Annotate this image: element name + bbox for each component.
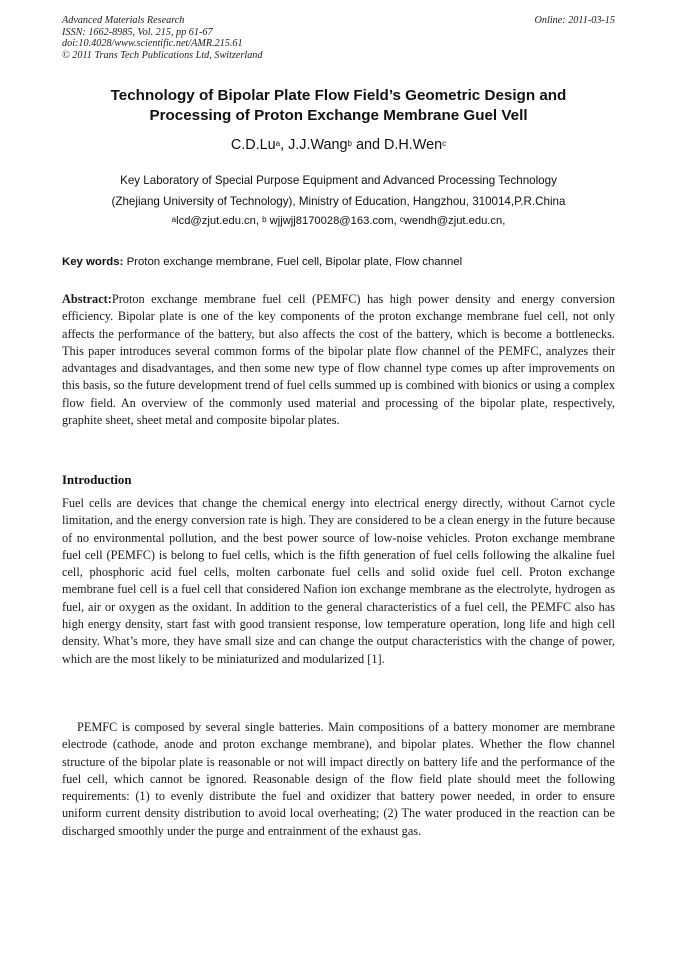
email-3: wendh@zjut.edu.cn,	[403, 215, 506, 227]
journal-name: Advanced Materials Research	[62, 15, 185, 26]
author-1: C.D.Lu	[230, 137, 276, 153]
author-3-mark: c	[442, 139, 447, 148]
online-date: Online: 2011-03-15	[534, 15, 615, 26]
author-separator: ,	[280, 137, 289, 153]
affiliation	[62, 171, 615, 212]
abstract-text: Proton exchange membrane fuel cell (PEMFC) has high power density and energy conversion efficiency. Bipolar plate is one of the key components of the proton exchange membrane fuel cell, not only affects the performance of the battery, but also affects the cost of the battery, which is become a bottlenecks. This paper introduces several common forms of the bipolar plate flow channel of the PEMFC, analyzes their advantages and disadvantages, and then some new type of flow channel type comes up after improvements on this basis, so the future development trend of fuel cells summed up is combined with bionics or using a complex flow field. An overview of the commonly used material and processing of the bipolar plate, respectively, graphite sheet, sheet metal and composite bipolar plates.	[62, 292, 615, 428]
title-line-1: Technology of Bipolar Plate Flow Field’s Geometric Design and	[110, 87, 567, 104]
section-heading-introduction: Introduction	[62, 473, 132, 487]
author-1-mark: a	[275, 139, 281, 148]
abstract-label: Abstract:	[62, 292, 112, 306]
author-2: J.J.Wang	[288, 137, 348, 153]
author-emails	[62, 213, 615, 229]
email-2-mark: b	[262, 215, 267, 224]
email-1: lcd@zjut.edu.cn,	[176, 215, 263, 227]
affiliation-line-2: (Zhejiang University of Technology), Ministry of Education, Hangzhou, 310014,P.R.China	[111, 194, 566, 208]
intro-paragraph-1: Fuel cells are devices that change the chemical energy into electrical energy directly, without Carnot cycle limitation, and the energy conversion rate is high. They are considered to be a clean energy in the future because of no environmental pollution, and the best power source of low-noise vehicles. Proton exchange membrane fuel cell (PEMFC) is belong to fuel cells, which is the fifth generation of fuel cells following the alkaline fuel cell, phosphoric acid fuel cells, molten carbonate fuel cells and solid oxide fuel cell. Proton exchange membrane fuel cell is a fuel cell that considered Nafion ion exchange membrane as the electrolyte, hydrogen as fuel, air or oxygen as the oxidant. In addition to the general characteristics of a fuel cell, the PEMFC also has high energy density, start fast with good transient response, low temperature operation, long life and high cell density. What’s more, they have small size and can change the output characteristics with the change of power, which are the most likely to be miniaturized and modularized [1].	[62, 496, 615, 666]
keywords-label: Key words:	[62, 256, 124, 268]
journal-header	[62, 15, 615, 61]
paper-title	[62, 86, 615, 125]
author-2-mark: b	[347, 139, 352, 148]
title-line-2: Processing of Proton Exchange Membrane Guel Vell	[149, 106, 528, 124]
author-3: D.H.Wen	[384, 137, 443, 153]
author-list	[62, 136, 615, 154]
email-1-mark: a	[171, 215, 177, 224]
doi-line: doi:10.4028/www.scientific.net/AMR.215.61	[62, 38, 243, 50]
issn-line: ISSN: 1662-8985, Vol. 215, pp 61-67	[62, 26, 213, 38]
copyright-line: © 2011 Trans Tech Publications Ltd, Switzerland	[62, 49, 263, 61]
email-3-mark: c	[399, 215, 404, 224]
keywords	[62, 255, 615, 269]
abstract	[62, 291, 615, 429]
author-separator: and	[352, 137, 385, 153]
affiliation-line-1: Key Laboratory of Special Purpose Equipment and Advanced Processing Technology	[120, 174, 557, 187]
keywords-text: Proton exchange membrane, Fuel cell, Bipolar plate, Flow channel	[123, 256, 463, 268]
intro-paragraph-2: PEMFC is composed by several single batteries. Main compositions of a battery monomer are membrane electrode (cathode, anode and proton exchange membrane), and bipolar plates. Whether the flow channel structure of the bipolar plate is reasonable or not will impact directly on battery life and the performance of the fuel cell, which cannot be ignored. Reasonable design of the flow field plate should meet the following requirements: (1) to evenly distribute the fuel and oxidizer that battery power needed, in order to ensure uniform current density distribution to avoid local overheating; (2) The water produced in the reaction can be discharged smoothly under the purge and entrainment of the exhaust gas.	[62, 720, 615, 838]
email-2: wjjwjj8170028@163.com,	[266, 215, 400, 227]
